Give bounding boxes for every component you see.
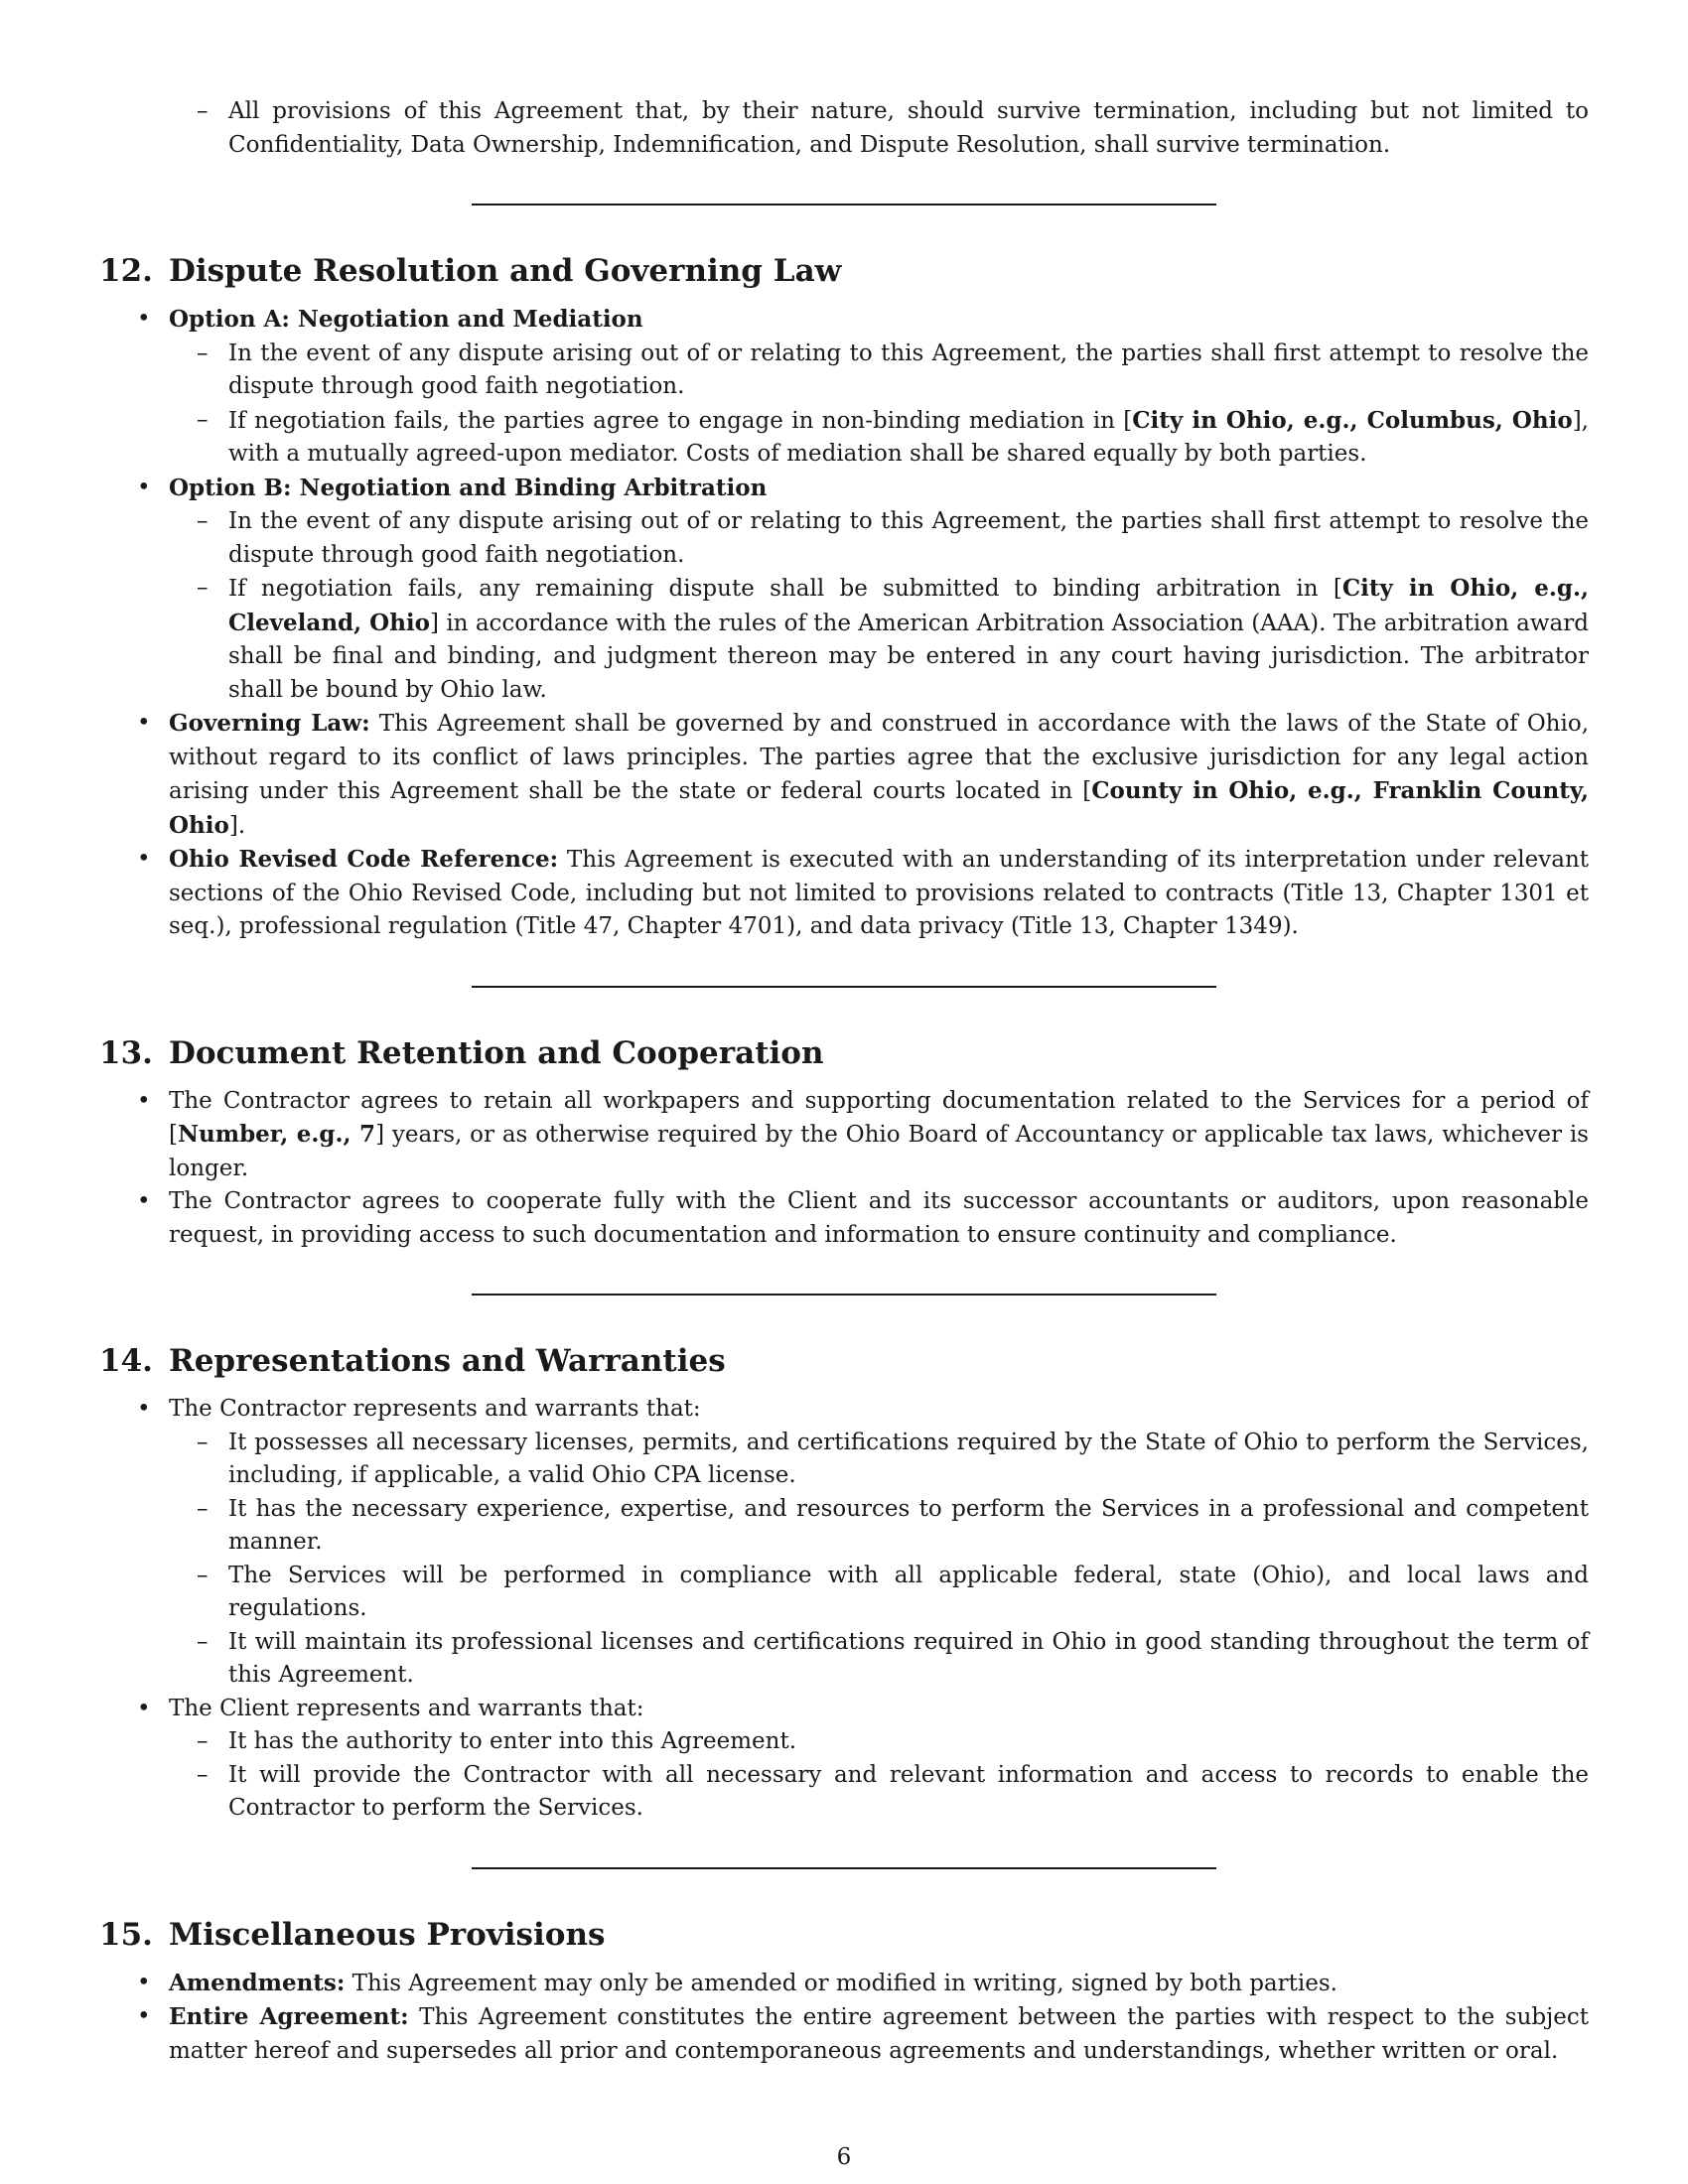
- section-14-heading: 14. Representations and Warranties: [99, 1343, 726, 1379]
- option-a-item-2: – If negotiation fails, the parties agree to engage in non-binding mediation in [City in Ohio, e.g., Columbus, Ohio], with a mutually agreed-upon mediator. Costs of mediation shall be shared equally by both parties.: [99, 404, 1589, 472]
- survival-clause: – All provisions of this Agreement that, by their nature, should survive termination, including but not limited to Confidentiality, Data Ownership, Indemnification, and Dispute Resolution, shall survive termination.: [99, 95, 1589, 162]
- bullet-marker: •: [137, 474, 151, 500]
- bullet-marker: •: [137, 1695, 151, 1721]
- contractor-warranty-item: – It will maintain its professional licenses and certifications required in Ohio in good standing throughout the term of this Agreement.: [99, 1626, 1589, 1693]
- dash-marker: –: [197, 1495, 209, 1522]
- dash-marker: –: [197, 1761, 209, 1788]
- contractor-warranties-bullet: • The Contractor represents and warrants that:: [99, 1393, 1589, 1427]
- client-warranty-item: – It has the authority to enter into this Agreement.: [99, 1725, 1589, 1759]
- bullet-marker: •: [137, 710, 151, 736]
- cooperation-bullet: • The Contractor agrees to cooperate fully with the Client and its successor accountants or auditors, upon reasonable request, in providing access to such documentation and information to ensure continuity and compliance.: [99, 1185, 1589, 1252]
- amendments-bullet: • Amendments: This Agreement may only be amended or modified in writing, signed by both parties.: [99, 1967, 1589, 2001]
- section-divider: [472, 204, 1216, 205]
- contractor-warranty-item: – It possesses all necessary licenses, permits, and certifications required by the State of Ohio to perform the Services, including, if applicable, a valid Ohio CPA license.: [99, 1427, 1589, 1493]
- contractor-warranty-item: – The Services will be performed in compliance with all applicable federal, state (Ohio), and local laws and regulations.: [99, 1560, 1589, 1626]
- option-b-item-2: – If negotiation fails, any remaining dispute shall be submitted to binding arbitration in [City in Ohio, e.g., Cleveland, Ohio] in accordance with the rules of the American Arbitration Association (AAA). The arbitration award shall be final and binding, and judgment thereon may be entered in any court having jurisdiction. The arbitrator shall be bound by Ohio law.: [99, 572, 1589, 707]
- dash-marker: –: [197, 1429, 209, 1455]
- dash-marker: –: [197, 1728, 209, 1754]
- dash-marker: –: [197, 98, 209, 124]
- bullet-marker: •: [137, 1188, 151, 1214]
- section-divider: [472, 1294, 1216, 1296]
- option-a-item-1: – In the event of any dispute arising out of or relating to this Agreement, the parties shall first attempt to resolve the dispute through good faith negotiation.: [99, 338, 1589, 404]
- document-page: [99, 95, 1589, 2068]
- retention-bullet: • The Contractor agrees to retain all workpapers and supporting documentation related to the Services for a period of [Number, e.g., 7] years, or as otherwise required by the Ohio Board of Accountancy or applicable tax laws, whichever is longer.: [99, 1085, 1589, 1186]
- option-a-bullet: • Option A: Negotiation and Mediation: [99, 303, 1589, 338]
- contractor-warranty-item: – It has the necessary experience, expertise, and resources to perform the Services in a professional and competent manner.: [99, 1493, 1589, 1560]
- dash-marker: –: [197, 1562, 209, 1588]
- option-b-bullet: • Option B: Negotiation and Binding Arbitration: [99, 472, 1589, 506]
- client-warranty-item: – It will provide the Contractor with all necessary and relevant information and access to records to enable the Contractor to perform the Services.: [99, 1759, 1589, 1826]
- section-15-heading: 15. Miscellaneous Provisions: [99, 1916, 606, 1953]
- dash-marker: –: [197, 340, 209, 366]
- dash-marker: –: [197, 508, 209, 534]
- section-12-heading: 12. Dispute Resolution and Governing Law: [99, 253, 842, 289]
- ohio-revised-code-bullet: • Ohio Revised Code Reference: This Agreement is executed with an understanding of its interpretation under relevant sections of the Ohio Revised Code, including but not limited to provisions related to contracts (Title 13, Chapter 1301 et seq.), professional regulation (Title 47, Chapter 4701), and data privacy (Title 13, Chapter 1349).: [99, 843, 1589, 944]
- option-b-item-1: – In the event of any dispute arising out of or relating to this Agreement, the parties shall first attempt to resolve the dispute through good faith negotiation.: [99, 505, 1589, 572]
- bullet-marker: •: [137, 1396, 151, 1422]
- governing-law-bullet: • Governing Law: This Agreement shall be governed by and construed in accordance with the laws of the State of Ohio, without regard to its conflict of laws principles. The parties agree that the exclusive jurisdiction for any legal action arising under this Agreement shall be the state or federal courts located in [County in Ohio, e.g., Franklin County, Ohio].: [99, 707, 1589, 843]
- entire-agreement-bullet: • Entire Agreement: This Agreement constitutes the entire agreement between the parties with respect to the subject matter hereof and supersedes all prior and contemporaneous agreements and understandings, whether written or oral.: [99, 2000, 1589, 2068]
- bullet-marker: •: [137, 1969, 151, 1995]
- dash-marker: –: [197, 1628, 209, 1655]
- bullet-marker: •: [137, 846, 151, 872]
- section-13-heading: 13. Document Retention and Cooperation: [99, 1034, 824, 1071]
- page-number: 6: [836, 2144, 852, 2170]
- section-divider: [472, 1867, 1216, 1869]
- dash-marker: –: [197, 406, 209, 433]
- section-divider: [472, 986, 1216, 988]
- dash-marker: –: [197, 575, 209, 601]
- bullet-marker: •: [137, 1087, 151, 1114]
- bullet-marker: •: [137, 2003, 151, 2029]
- bullet-marker: •: [137, 306, 151, 332]
- client-warranties-bullet: • The Client represents and warrants that:: [99, 1693, 1589, 1726]
